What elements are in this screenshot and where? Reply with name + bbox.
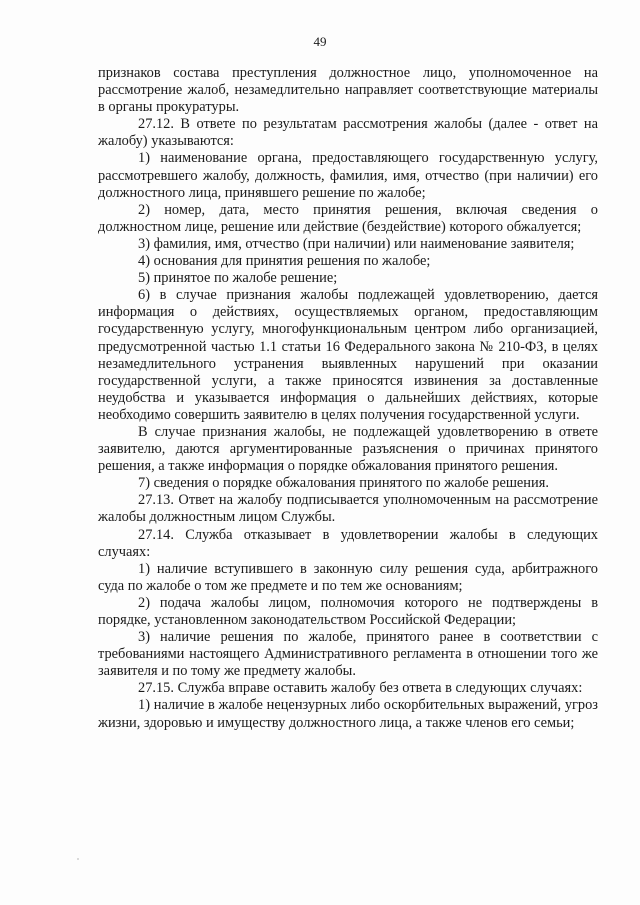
list-item-7: 7) сведения о порядке обжалования принятого по жалобе решения. <box>138 475 549 492</box>
list-item-3: 3) фамилия, имя, отчество (при наличии) или наименование заявителя; <box>138 235 575 252</box>
list-item-1: 1) наименование органа, предоставляющего государственную услугу, рассмотревшего жалобу, должность, фамилия, имя, отчество (при наличии) его должностного лица, принявшего решение по жалобе; <box>98 150 598 201</box>
refusal-item-2: 2) подача жалобы лицом, полномочия которого не подтверждены в порядке, установленном законодательством Российской Федерации; <box>98 594 598 628</box>
paragraph-27-12: 27.12. В ответе по результатам рассмотрения жалобы (далее - ответ на жалобу) указываются: <box>98 116 598 150</box>
paragraph-27-15: 27.15. Служба вправе оставить жалобу без ответа в следующих случаях: <box>138 680 583 697</box>
refusal-item-3: 3) наличие решения по жалобе, принятого ранее в соответствии с требованиями настоящего Административного регламента в отношении того же заявителя и по тому же предмету жалобы. <box>98 629 598 680</box>
list-item-4: 4) основания для принятия решения по жалобе; <box>138 253 431 270</box>
scan-speck <box>77 858 79 860</box>
list-item-5: 5) принятое по жалобе решение; <box>138 270 338 287</box>
list-item-2: 2) номер, дата, место принятия решения, включая сведения о должностном лице, решение или действие (бездействие) которого обжалуется; <box>98 201 598 235</box>
list-item-6: 6) в случае признания жалобы подлежащей удовлетворению, дается информация о действиях, осуществляемых органом, предоставляющим государственную услугу, многофункциональным центром либо организацией, предусмотренной частью 1.1 статьи 16 Федерального закона № 210-ФЗ, в целях незамедлительного устранения выявленных нарушений при оказании государственной услуги, а также приносятся извинения за доставленные неудобства и указывается информация о дальнейших действиях, которые необходимо совершить заявителю в целях получения государственной услуги. <box>98 287 598 423</box>
refusal-item-1: 1) наличие вступившего в законную силу решения суда, арбитражного суда по жалобе о том же предмете и по тем же основаниям; <box>98 560 598 594</box>
page-number: 49 <box>313 34 327 49</box>
paragraph-27-14: 27.14. Служба отказывает в удовлетворении жалобы в следующих случаях: <box>98 526 598 560</box>
paragraph-rejection-case: В случае признания жалобы, не подлежащей удовлетворению в ответе заявителю, даются аргументированные разъяснения о причинах принятого решения, а также информация о порядке обжалования принятого решения. <box>98 423 598 475</box>
document-body <box>98 65 598 732</box>
paragraph-27-13: 27.13. Ответ на жалобу подписывается уполномоченным на рассмотрение жалобы должностным лицом Службы. <box>98 492 598 526</box>
paragraph-continuation: признаков состава преступления должностное лицо, уполномоченное на рассмотрение жалоб, незамедлительно направляет соответствующие материалы в органы прокуратуры. <box>98 65 598 116</box>
no-answer-item-1: 1) наличие в жалобе нецензурных либо оскорбительных выражений, угроз жизни, здоровью и имуществу должностного лица, а также членов его семьи; <box>98 697 598 731</box>
